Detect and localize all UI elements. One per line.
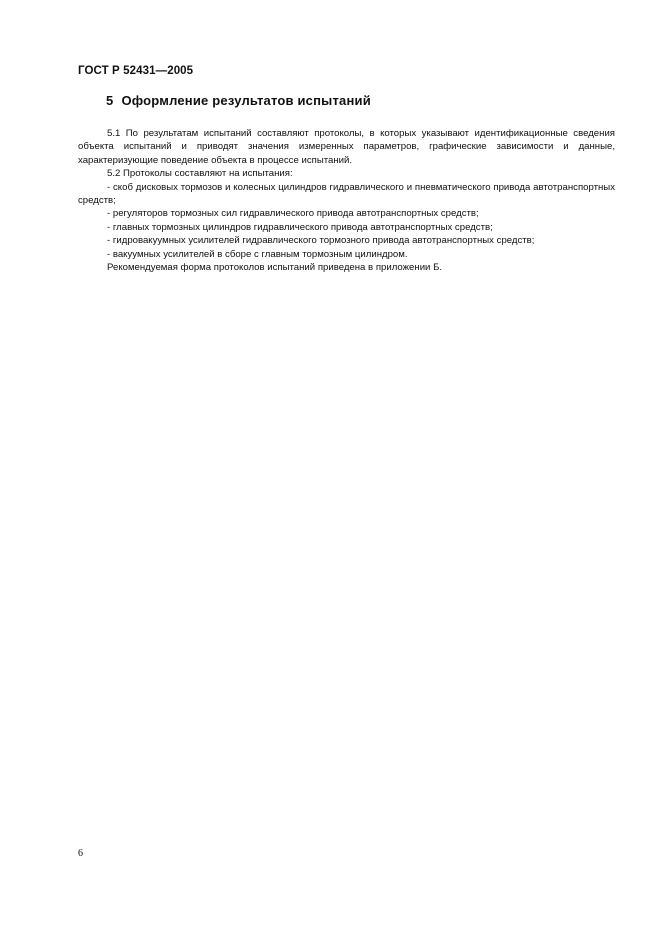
paragraph-5-1: 5.1 По результатам испытаний составляют протоколы, в которых указывают идентификационные сведения объекта испытаний и приводят значения измеренных параметров, графические зависимости и данные, характеризующие поведение объекта в процессе испытаний.: [78, 128, 615, 166]
list-item: - скоб дисковых тормозов и колесных цилиндров гидравлического и пневматического привода автотранспортных средств;: [78, 181, 615, 207]
list-item: - вакуумных усилителей в сборе с главным тормозным цилиндром.: [107, 248, 408, 260]
page-number: 6: [78, 848, 83, 859]
list-item: - главных тормозных цилиндров гидравлического привода автотранспортных средств;: [107, 221, 493, 233]
document-header: ГОСТ Р 52431—2005: [78, 65, 194, 77]
list-item: - гидровакуумных усилителей гидравлического тормозного привода автотранспортных средств;: [107, 235, 535, 247]
paragraph-recommendation: Рекомендуемая форма протоколов испытаний приведена в приложении Б.: [107, 262, 443, 274]
paragraph-5-2: 5.2 Протоколы составляют на испытания:: [107, 168, 293, 180]
section-title: Оформление результатов испытаний: [121, 93, 371, 108]
section-number: 5: [106, 93, 114, 108]
section-body: [78, 127, 615, 274]
section-heading: [106, 93, 371, 108]
list-item: - регуляторов тормозных сил гидравлического привода автотранспортных средств;: [107, 208, 479, 220]
